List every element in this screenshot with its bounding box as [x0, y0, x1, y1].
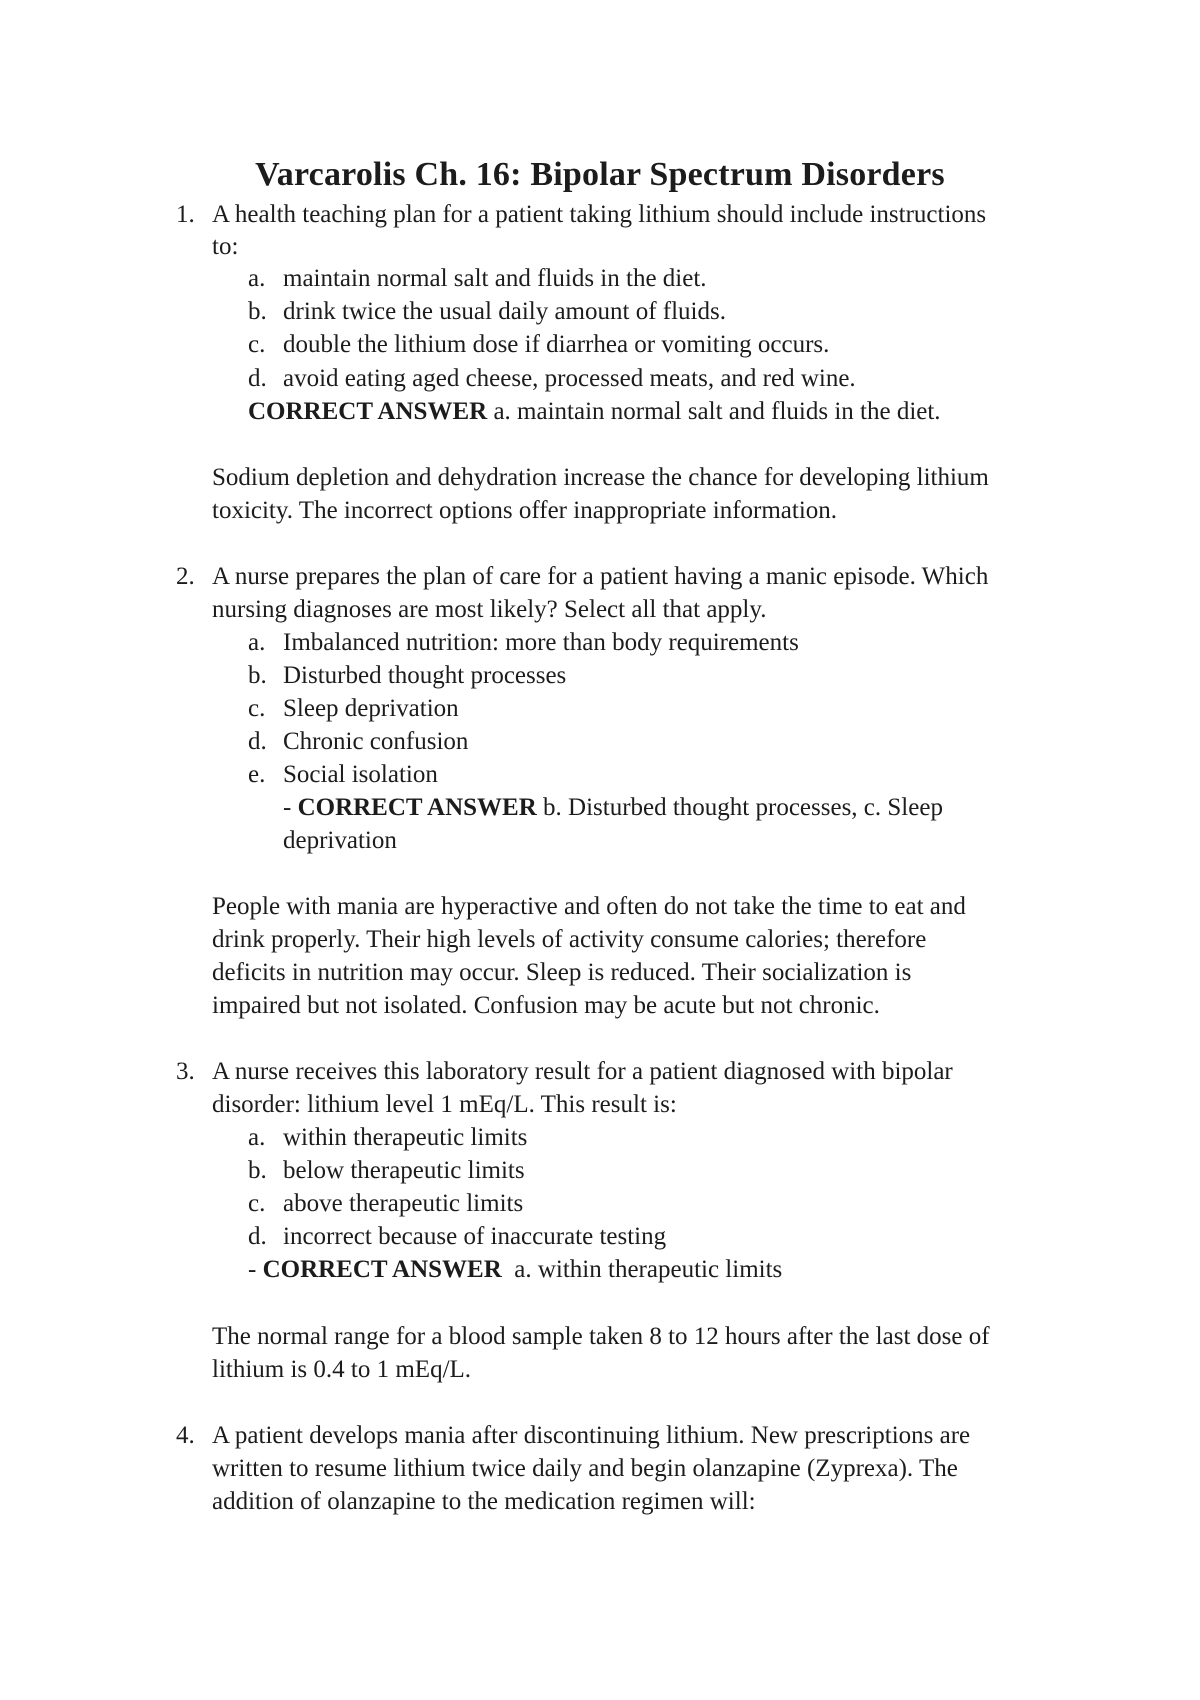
page-title: Varcarolis Ch. 16: Bipolar Spectrum Disorders — [255, 156, 945, 193]
rationale-line: deficits in nutrition may occur. Sleep is reduced. Their socialization is — [212, 959, 912, 986]
correct-answer-label: CORRECT ANSWER — [248, 398, 488, 425]
option-letter: d. — [248, 365, 267, 392]
rationale-line: lithium is 0.4 to 1 mEq/L. — [212, 1356, 472, 1383]
option-letter: a. — [248, 629, 266, 656]
option-letter: c. — [248, 1190, 266, 1217]
question-stem-line: addition of olanzapine to the medication regimen will: — [212, 1488, 756, 1515]
option-text: incorrect because of inaccurate testing — [283, 1223, 667, 1250]
option-text: double the lithium dose if diarrhea or vomiting occurs. — [283, 331, 830, 358]
question-stem-line: A nurse receives this laboratory result for a patient diagnosed with bipolar — [212, 1058, 953, 1085]
option-text: drink twice the usual daily amount of fluids. — [283, 298, 726, 325]
question-stem-line: A patient develops mania after discontinuing lithium. New prescriptions are — [212, 1422, 971, 1449]
option-text: avoid eating aged cheese, processed meats, and red wine. — [283, 365, 856, 392]
question-stem-line: disorder: lithium level 1 mEq/L. This result is: — [212, 1091, 677, 1118]
option-text: above therapeutic limits — [283, 1190, 524, 1217]
question-number: 1. — [176, 201, 195, 228]
option-text: within therapeutic limits — [283, 1124, 528, 1151]
correct-answer — [248, 1257, 782, 1282]
question-stem-line: to: — [212, 233, 239, 260]
option-letter: b. — [248, 1157, 267, 1184]
question-number: 4. — [176, 1422, 195, 1449]
option-text: Sleep deprivation — [283, 695, 459, 722]
option-text: Chronic confusion — [283, 728, 469, 755]
option-letter: b. — [248, 662, 267, 689]
option-letter: a. — [248, 265, 266, 292]
correct-answer-label: CORRECT ANSWER — [262, 1256, 502, 1283]
option-letter: b. — [248, 298, 267, 325]
answer-prefix: - — [248, 1256, 263, 1283]
option-text: Disturbed thought processes — [283, 662, 567, 689]
rationale-line: People with mania are hyperactive and often do not take the time to eat and — [212, 893, 966, 920]
option-letter: a. — [248, 1124, 266, 1151]
question-stem-line: A health teaching plan for a patient taking lithium should include instructions — [212, 201, 987, 228]
question-stem-line: A nurse prepares the plan of care for a patient having a manic episode. Which — [212, 563, 989, 590]
rationale-line: drink properly. Their high levels of activity consume calories; therefore — [212, 926, 927, 953]
option-text: below therapeutic limits — [283, 1157, 525, 1184]
correct-answer-text: a. maintain normal salt and fluids in the diet. — [487, 398, 941, 425]
rationale-line: The normal range for a blood sample taken 8 to 12 hours after the last dose of — [212, 1323, 990, 1350]
rationale-line: Sodium depletion and dehydration increase the chance for developing lithium — [212, 464, 989, 491]
rationale-line: impaired but not isolated. Confusion may be acute but not chronic. — [212, 992, 880, 1019]
option-text: Social isolation — [283, 761, 438, 788]
option-letter: c. — [248, 331, 266, 358]
option-letter: e. — [248, 761, 266, 788]
correct-answer-text: a. within therapeutic limits — [501, 1256, 783, 1283]
rationale-line: toxicity. The incorrect options offer inappropriate information. — [212, 497, 838, 524]
option-text: maintain normal salt and fluids in the diet. — [283, 265, 707, 292]
correct-answer-label: CORRECT ANSWER — [297, 794, 537, 821]
question-stem-line: nursing diagnoses are most likely? Select all that apply. — [212, 596, 767, 623]
question-stem-line: written to resume lithium twice daily and begin olanzapine (Zyprexa). The — [212, 1455, 958, 1482]
answer-prefix: - — [283, 794, 298, 821]
option-letter: d. — [248, 728, 267, 755]
correct-answer-text: b. Disturbed thought processes, c. Sleep — [536, 794, 943, 821]
question-number: 2. — [176, 563, 195, 590]
option-text: Imbalanced nutrition: more than body requirements — [283, 629, 799, 656]
option-letter: c. — [248, 695, 266, 722]
question-number: 3. — [176, 1058, 195, 1085]
option-letter: d. — [248, 1223, 267, 1250]
correct-answer-continued: deprivation — [283, 827, 397, 854]
correct-answer — [283, 795, 943, 820]
correct-answer — [248, 399, 941, 424]
